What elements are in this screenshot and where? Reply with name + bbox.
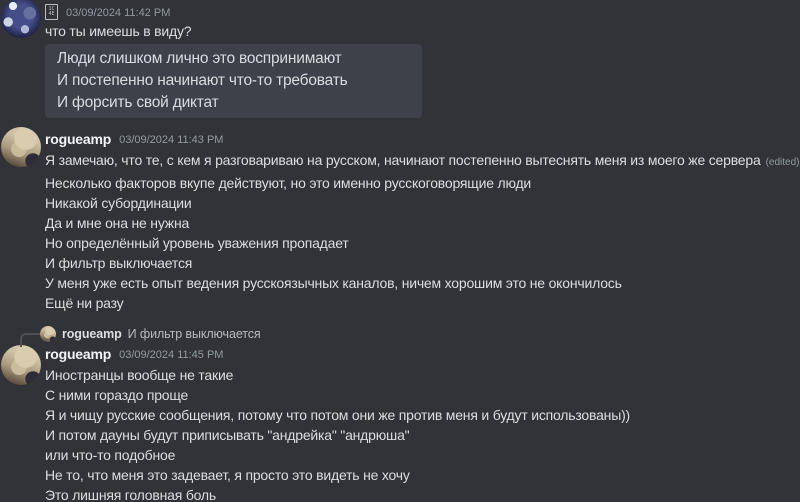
avatar[interactable] [1,0,41,38]
message-lines [45,150,800,313]
tofu-row: 4E [48,11,55,17]
message-text: Никакой субординации [45,195,192,211]
message-group [0,325,800,502]
unknown-glyph-username[interactable] [45,4,58,20]
reply-message-preview[interactable]: И фильтр выключается [127,326,261,341]
message-group [0,126,800,313]
message-header [45,345,800,363]
message-text: У меня уже есть опыт ведения русскоязычных каналов, ничем хорошим это не окончилось [45,275,622,291]
message-header [45,3,800,21]
message-text: И форсить свой диктат [57,94,219,111]
message-lines [45,365,800,502]
message-text: Не то, что меня это задевает, я просто это видеть не хочу [45,467,410,483]
message-text: Ещё ни разу [45,295,124,311]
message-header [45,130,800,148]
message-text: Это лишняя головная боль [45,487,216,502]
message-text: С ними гораздо проще [45,387,189,403]
message-text: И потом дауны будут приписывать "андрейка" "андрюша" [45,427,410,443]
username[interactable]: rogueamp [45,346,112,362]
message-text: Но определённый уровень уважения пропадает [45,235,349,251]
avatar[interactable] [1,127,41,167]
message-text: Я и чищу русские сообщения, потому что потом они же против меня и будут использованы)) [45,407,630,423]
reply-avatar[interactable] [40,326,56,342]
message-text: Иностранцы вообще не такие [45,367,234,383]
message-text: Несколько факторов вкупе действуют, но это именно русскоговорящие люди [45,175,532,191]
reply-username[interactable]: rogueamp [62,326,122,341]
message-text: Я замечаю, что те, с кем я разговариваю на русском, начинают постепенно вытеснять меня из моего же сервера [45,152,761,168]
username[interactable]: rogueamp [45,131,112,147]
avatar[interactable] [1,345,41,385]
message-text: Люди слишком лично это воспринимают [57,50,342,67]
edited-label: (edited) [765,157,800,168]
message-text: Да и мне она не нужна [45,215,190,231]
reply-spine [20,333,40,347]
message-text: что ты имеешь в виду? [45,23,192,39]
message-text: или что-то подобное [45,447,176,463]
timestamp: 03/09/2024 11:42 PM [66,7,171,19]
reply-preview[interactable] [45,325,800,342]
tofu-row: 1C [48,6,55,12]
message-text: И постепенно начинают что-то требовать [57,72,348,89]
message-text [45,150,800,173]
highlighted-message-block [45,44,422,118]
timestamp: 03/09/2024 11:43 PM [119,134,224,146]
message-group [0,0,800,118]
timestamp: 03/09/2024 11:45 PM [119,349,224,361]
message-text: И фильтр выключается [45,255,193,271]
